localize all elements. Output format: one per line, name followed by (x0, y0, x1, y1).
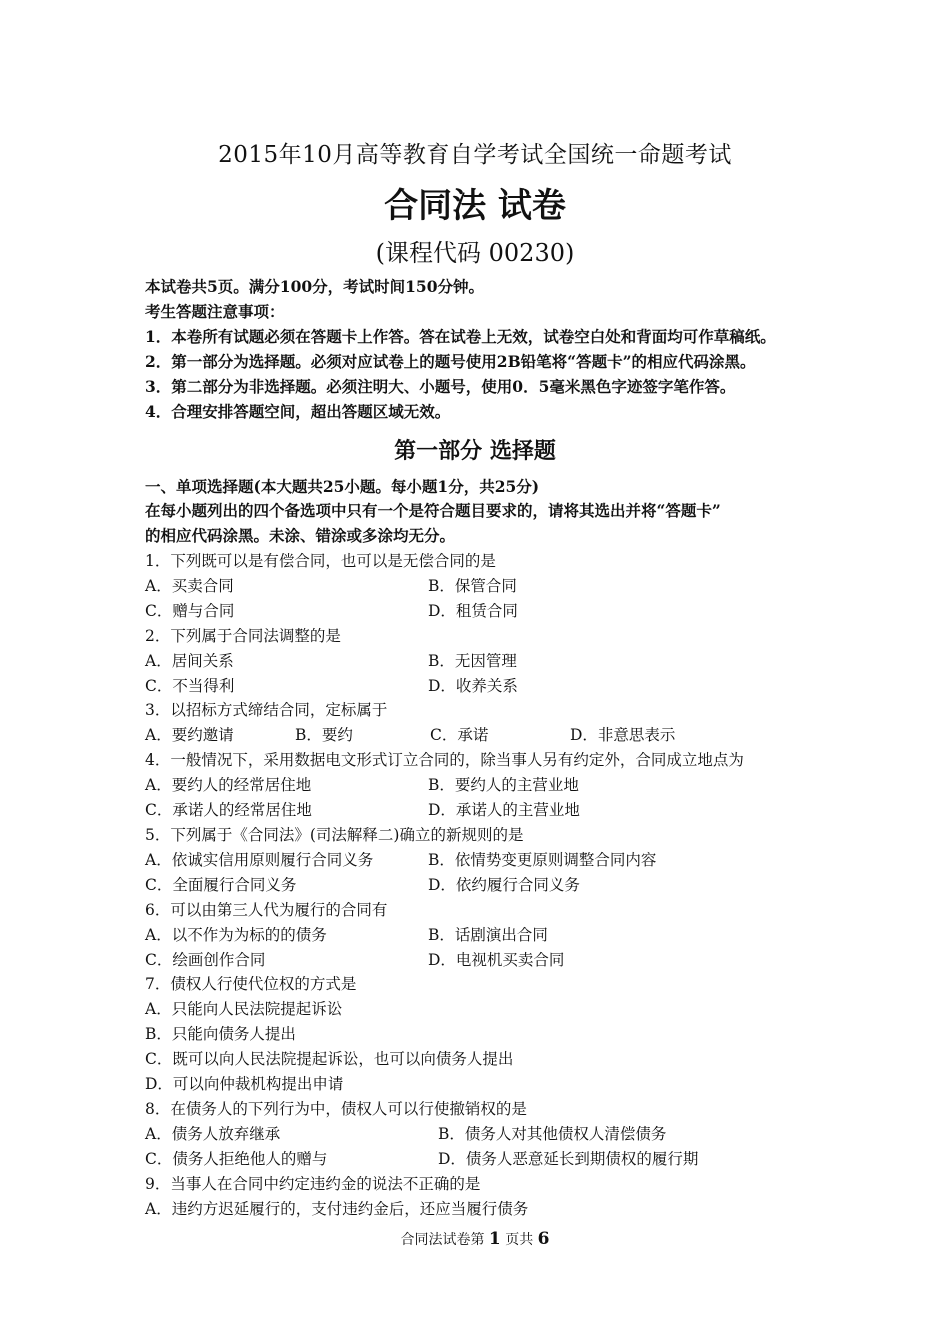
question-4-stem: 4．一般情况下，采用数据电文形式订立合同的，除当事人另有约定外，合同成立地点为 (145, 751, 744, 769)
question-6-option-b: B．话剧演出合同 (428, 926, 548, 944)
notes-heading: 考生答题注意事项： (145, 302, 285, 321)
section-heading: 一、单项选择题(本大题共25小题。每小题1分，共25分) (145, 477, 540, 496)
question-7-option-c: C．既可以向人民法院提起诉讼，也可以向债务人提出 (145, 1050, 514, 1068)
question-9-option-a: A．违约方迟延履行的，支付违约金后，还应当履行债务 (145, 1200, 529, 1218)
exam-header: 2015年10月高等教育自学考试全国统一命题考试 (218, 142, 732, 168)
question-8-option-b: B．债务人对其他债权人清偿债务 (438, 1125, 667, 1143)
footer-prefix: 合同法试卷第 (400, 1232, 485, 1248)
question-7-option-a: A．只能向人民法院提起诉讼 (145, 1000, 343, 1018)
notes-item-2: 2．第一部分为选择题。必须对应试卷上的题号使用2B铅笔将“答题卡”的相应代码涂黑。 (145, 352, 756, 371)
subject-title: 合同法 试卷 (384, 186, 566, 226)
footer-page-total: 6 (537, 1229, 550, 1249)
question-6-option-c: C．绘画创作合同 (145, 951, 266, 969)
question-7-stem: 7．债权人行使代位权的方式是 (145, 975, 357, 993)
question-5-option-a: A．依诚实信用原则履行合同义务 (145, 851, 374, 869)
notes-summary: 本试卷共5页。满分100分，考试时间150分钟。 (145, 277, 484, 296)
question-2-option-c: C．不当得利 (145, 677, 235, 695)
question-4-option-b: B．要约人的主营业地 (428, 776, 579, 794)
part-title: 第一部分 选择题 (394, 439, 556, 464)
question-8-option-d: D．债务人恶意延长到期债权的履行期 (438, 1150, 699, 1168)
question-5-option-c: C．全面履行合同义务 (145, 876, 297, 894)
course-code: (课程代码 00230) (375, 239, 575, 267)
question-1-option-d: D．租赁合同 (428, 602, 518, 620)
question-4-option-d: D．承诺人的主营业地 (428, 801, 580, 819)
notes-item-1: 1．本卷所有试题必须在答题卡上作答。答在试卷上无效，试卷空白处和背面均可作草稿纸。 (145, 327, 776, 346)
question-2-stem: 2．下列属于合同法调整的是 (145, 627, 341, 645)
question-3-option-c: C．承诺 (430, 726, 489, 744)
question-2-option-d: D．收养关系 (428, 677, 518, 695)
question-9-stem: 9．当事人在合同中约定违约金的说法不正确的是 (145, 1175, 481, 1193)
question-8-stem: 8．在债务人的下列行为中，债权人可以行使撤销权的是 (145, 1100, 527, 1118)
question-3-option-b: B．要约 (295, 726, 353, 744)
question-3-stem: 3．以招标方式缔结合同，定标属于 (145, 701, 388, 719)
question-5-stem: 5．下列属于《合同法》(司法解释二)确立的新规则的是 (145, 826, 524, 844)
question-6-stem: 6．可以由第三人代为履行的合同有 (145, 901, 388, 919)
question-1-stem: 1．下列既可以是有偿合同，也可以是无偿合同的是 (145, 552, 496, 570)
question-1-option-a: A．买卖合同 (145, 577, 234, 595)
section-instruction-2: 的相应代码涂黑。未涂、错涂或多涂均无分。 (145, 526, 456, 545)
question-1-option-c: C．赠与合同 (145, 602, 235, 620)
footer-middle: 页共 (505, 1232, 534, 1248)
question-8-option-a: A．债务人放弃继承 (145, 1125, 281, 1143)
question-8-option-c: C．债务人拒绝他人的赠与 (145, 1150, 328, 1168)
section-instruction-1: 在每小题列出的四个备选项中只有一个是符合题目要求的，请将其选出并将“答题卡” (145, 501, 721, 520)
question-7-option-b: B．只能向债务人提出 (145, 1025, 296, 1043)
notes-item-4: 4．合理安排答题空间，超出答题区域无效。 (145, 402, 451, 421)
question-5-option-b: B．依情势变更原则调整合同内容 (428, 851, 657, 869)
question-4-option-c: C．承诺人的经常居住地 (145, 801, 312, 819)
question-4-option-a: A．要约人的经常居住地 (145, 776, 312, 794)
question-3-option-a: A．要约邀请 (145, 726, 234, 744)
question-3-option-d: D．非意思表示 (570, 726, 676, 744)
question-6-option-d: D．电视机买卖合同 (428, 951, 565, 969)
question-5-option-d: D．依约履行合同义务 (428, 876, 580, 894)
question-6-option-a: A．以不作为为标的的债务 (145, 926, 327, 944)
question-2-option-a: A．居间关系 (145, 652, 234, 670)
notes-item-3: 3．第二部分为非选择题。必须注明大、小题号，使用0．5毫米黑色字迹签字笔作答。 (145, 377, 736, 396)
page-footer (0, 1229, 950, 1249)
question-1-option-b: B．保管合同 (428, 577, 517, 595)
question-7-option-d: D．可以向仲裁机构提出申请 (145, 1075, 344, 1093)
question-2-option-b: B．无因管理 (428, 652, 517, 670)
footer-page-number: 1 (488, 1229, 501, 1249)
